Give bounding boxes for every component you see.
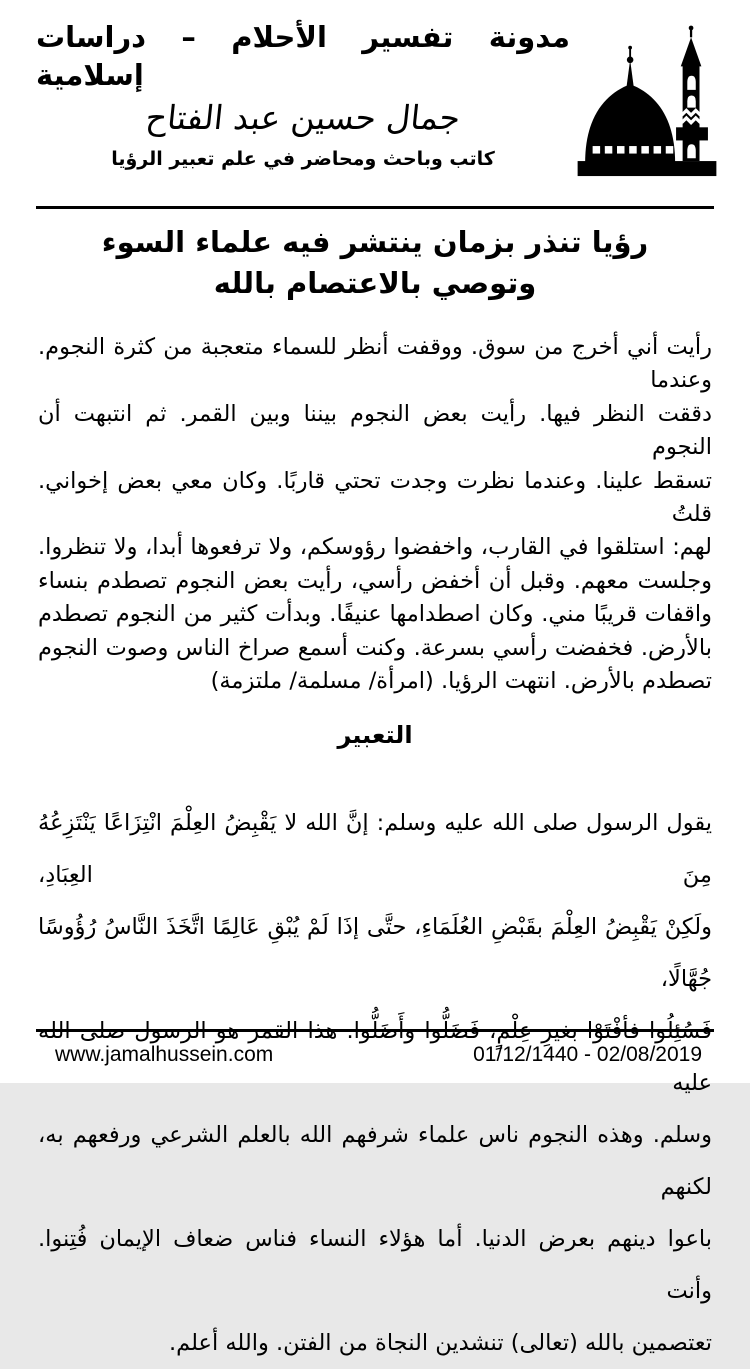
article-title-line1: رؤيا تنذر بزمان ينتشر فيه علماء السوء — [101, 225, 649, 259]
dream-text-line: رأيت أني أخرج من سوق. ووقفت أنظر للسماء متعجبة من كثرة النجوم. وعندما — [38, 334, 712, 394]
interpretation-text-line: باعوا دينهم بعرض الدنيا. أما هؤلاء النساء فناس ضعاف الإيمان فُتِنوا. وأنت — [38, 1226, 712, 1305]
interpretation-heading: التعبير — [337, 721, 413, 750]
header-text-block — [36, 16, 570, 182]
interpretation-text-line: وسلم. وهذه النجوم ناس علماء شرفهم الله بالعلم الشرعي ورفعهم به، لكنهم — [38, 1122, 712, 1201]
mosque-icon — [570, 16, 722, 182]
blog-title-line1: مدونة تفسير الأحلام – دراسات — [36, 20, 570, 54]
author-description: كاتب وباحث ومحاضر في علم تعبير الرؤيا — [111, 148, 495, 170]
header-divider — [36, 206, 714, 209]
article-title — [0, 222, 750, 304]
dream-text-line: وجلست معهم. وقبل أن أخفض رأسي، رأيت بعض النجوم تصطدم بنساء — [38, 567, 712, 594]
blog-title-line2: إسلامية — [36, 58, 144, 92]
interpretation-text-line: عليه — [672, 1070, 712, 1097]
header — [0, 0, 750, 182]
dream-text-line: تسقط علينا. وعندما نظرت وجدت تحتي قاربًا. وكان معي بعض إخواني. قلتُ — [38, 467, 712, 528]
date-text: 01/12/1440 - 02/08/2019 — [473, 1043, 702, 1066]
dream-text-line: لهم: استلقوا في القارب، واخفضوا رؤوسكم، ولا ترفعوها أبدا، ولا تنظروا. — [38, 534, 712, 561]
dream-paragraph — [38, 331, 712, 698]
article-title-line2: وتوصي بالاعتصام بالله — [213, 266, 537, 300]
website-url: www.jamalhussein.com — [55, 1043, 274, 1066]
interpretation-paragraph — [38, 797, 712, 1369]
dream-text-line: واقفات قريبًا مني. وكان اصطدامها عنيفًا. وبدأت كثير من النجوم تصطدم — [38, 601, 712, 628]
interpretation-text-line: يقول الرسول صلى الله عليه وسلم: إنَّ الله لا يَقْبِضُ العِلْمَ انْتِزَاعًا يَنْتَزِعُهُ مِنَ العِبَادِ، — [38, 810, 712, 889]
interpretation-text-line: ولَكِنْ يَقْبِضُ العِلْمَ بقَبْضِ العُلَمَاءِ، حتَّى إذَا لَمْ يُبْقِ عَالِمًا اتَّخَذَ النَّاسُ رُؤُوسًا جُهَّالًا، — [38, 914, 712, 993]
interpretation-text-line: تعتصمين بالله (تعالى) تنشدين النجاة من الفتن. والله أعلم. — [168, 1330, 712, 1357]
footer — [55, 1043, 702, 1067]
dream-text-line: تصطدم بالأرض. انتهت الرؤيا. (امرأة/ مسلمة/ ملتزمة) — [210, 668, 712, 695]
dream-text-line: دققت النظر فيها. رأيت بعض النجوم بيننا وبين القمر. ثم انتبهت أن النجوم — [38, 400, 712, 461]
author-signature: جمال حسين عبد الفتاح — [143, 98, 463, 137]
dream-text-line: بالأرض. فخفضت رأسي بسرعة. وكنت أسمع صراخ الناس وصوت النجوم — [38, 634, 712, 661]
footer-divider — [36, 1029, 714, 1032]
